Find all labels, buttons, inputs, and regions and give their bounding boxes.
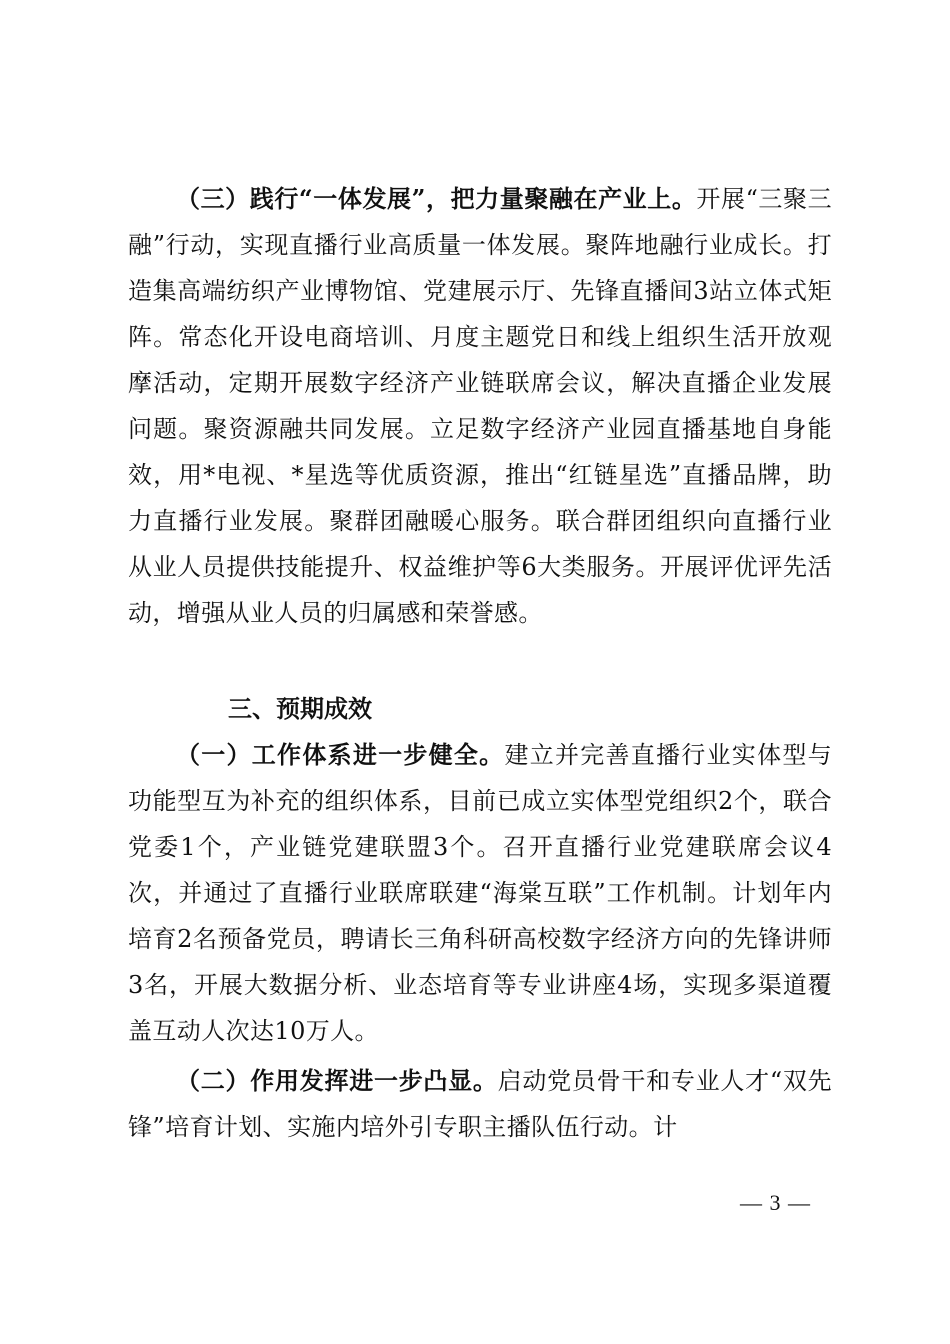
paragraph-role-play: [128, 1058, 832, 1150]
paragraph-work-system: [128, 732, 832, 1054]
paragraph-body-text: 启动党员骨干和专业人才“双先锋”培育计划、实施内培外引专职主播队伍行动。计: [128, 1067, 833, 1141]
paragraph-lead-heading: （三）践行“一体发展”，把力量聚融在产业上。: [176, 184, 697, 213]
paragraph-lead-heading: （一）工作体系进一步健全。: [176, 740, 505, 769]
paragraph-lead-heading: （二）作用发挥进一步凸显。: [176, 1066, 498, 1095]
paragraph-practice-integration: [128, 176, 832, 636]
page-number: — 3 —: [740, 1190, 811, 1215]
paragraph-body-text: 开展“三聚三融”行动，实现直播行业高质量一体发展。聚阵地融行业成长。打造集高端纺织产业博物馆、党建展示厅、先锋直播间3站立体式矩阵。常态化开设电商培训、月度主题党日和线上组织生活开放观摩活动，定期开展数字经济产业链联席会议，解决直播企业发展问题。聚资源融共同发展。立足数字经济产业园直播基地自身能效，用*电视、*星选等优质资源，推出“红链星选”直播品牌，助力直播行业发展。聚群团融暖心服务。联合群团组织向直播行业从业人员提供技能提升、权益维护等6大类服务。开展评优评先活动，增强从业人员的归属感和荣誉感。: [128, 185, 832, 627]
section-heading-expected-results: 三、预期成效: [228, 694, 372, 723]
paragraph-body-text: 建立并完善直播行业实体型与功能型互为补充的组织体系，目前已成立实体型党组织2个，联合党委1个，产业链党建联盟3个。召开直播行业党建联席会议4次，并通过了直播行业联席联建“海棠互联”工作机制。计划年内培育2名预备党员，聘请长三角科研高校数字经济方向的先锋讲师3名，开展大数据分析、业态培育等专业讲座4场，实现多渠道覆盖互动人次达10万人。: [128, 741, 833, 1045]
